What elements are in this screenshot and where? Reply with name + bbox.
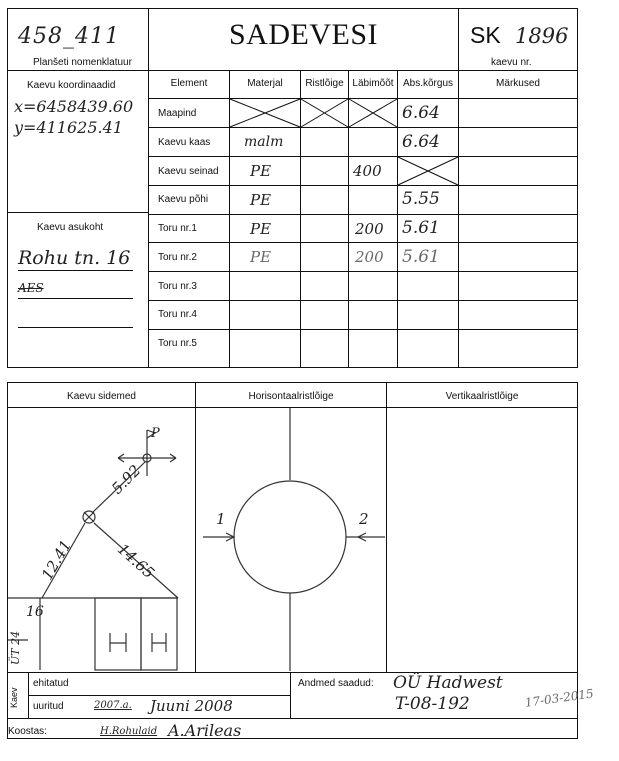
row-element: Kaevu põhi (158, 194, 209, 205)
composed-stamp: H.Rohulaid (100, 726, 158, 737)
cell-diameter: 200 (355, 220, 384, 238)
row-element: Toru nr.1 (158, 223, 197, 234)
surveyed-year: 2007.a. (94, 700, 132, 711)
row-element: Kaevu seinad (158, 166, 219, 177)
col-crosssection: Ristlõige (305, 78, 344, 89)
col-material: Materjal (247, 78, 283, 89)
distance-2: 12.41 (38, 536, 76, 583)
built-label: ehitatud (33, 678, 69, 689)
composed-signature: A.Arileas (168, 721, 242, 740)
cell-abs: 5.61 (402, 247, 440, 267)
row-element: Toru nr.4 (158, 309, 197, 320)
section-vertical-title: Vertikaalristlõige (445, 391, 519, 402)
section-horizontal-title: Horisontaalristlõige (248, 391, 334, 402)
cell-diameter: 400 (353, 162, 382, 180)
data-date: 17-03-2015 (524, 686, 595, 710)
cell-diameter: 200 (355, 248, 384, 266)
cell-material: PE (250, 220, 272, 238)
surveyed-date: Juuni 2008 (150, 697, 233, 715)
pipe-2-label: 2 (359, 510, 369, 528)
north-label: P (151, 426, 160, 441)
coordinate-x: x=6458439.60 (14, 97, 134, 116)
cell-abs: 5.61 (402, 218, 440, 238)
data-reference: T-08-192 (395, 694, 470, 714)
sheet-number: 458_411 (18, 24, 120, 49)
house-number: 16 (26, 604, 44, 620)
cell-material: PE (250, 248, 272, 266)
cell-material: malm (244, 134, 284, 150)
col-abs-height: Abs.kõrgus (402, 78, 454, 89)
composed-label: Koostas: (8, 726, 47, 737)
cell-material: PE (250, 191, 272, 209)
data-source-label: Andmed saadud: (298, 678, 374, 689)
cell-abs: 6.64 (402, 132, 440, 152)
page-title: SADEVESI (228, 18, 378, 51)
row-element: Toru nr.2 (158, 252, 197, 263)
row-element: Maapind (158, 108, 197, 119)
horizontal-section (203, 408, 385, 671)
data-source: OÜ Hadwest (393, 673, 503, 693)
cell-abs: 5.55 (402, 189, 440, 209)
cell-material: PE (250, 162, 272, 180)
coordinates-label: Kaevu koordinaadid (27, 80, 116, 91)
well-number: 1896 (515, 24, 569, 48)
location-note: AES (18, 281, 44, 295)
row-element: Toru nr.3 (158, 281, 197, 292)
location-address: Rohu tn. 16 (18, 247, 131, 269)
sheet-label: Planšeti nomenklatuur (33, 57, 132, 68)
row-element: Kaevu kaas (158, 137, 211, 148)
distance-3: 14.65 (113, 540, 158, 583)
col-remarks: Märkused (496, 78, 540, 89)
distance-1: 5.92 (108, 461, 145, 498)
col-element: Element (170, 78, 208, 89)
coordinate-y: y=411625.41 (14, 118, 123, 137)
well-side-label: Kaev (9, 687, 19, 708)
col-diameter: Läbimõõt (352, 78, 394, 89)
surveyed-label: uuritud (33, 701, 64, 712)
row-element: Toru nr.5 (158, 338, 197, 349)
location-label: Kaevu asukoht (37, 222, 104, 233)
site-sketch (8, 430, 178, 670)
well-code: SK (470, 22, 501, 48)
section-ties-title: Kaevu sidemed (67, 391, 136, 402)
cell-abs: 6.64 (402, 103, 440, 123)
well-label: kaevu nr. (491, 57, 532, 68)
pipe-1-label: 1 (216, 510, 226, 528)
house-label: ÜT 24 (9, 630, 22, 665)
